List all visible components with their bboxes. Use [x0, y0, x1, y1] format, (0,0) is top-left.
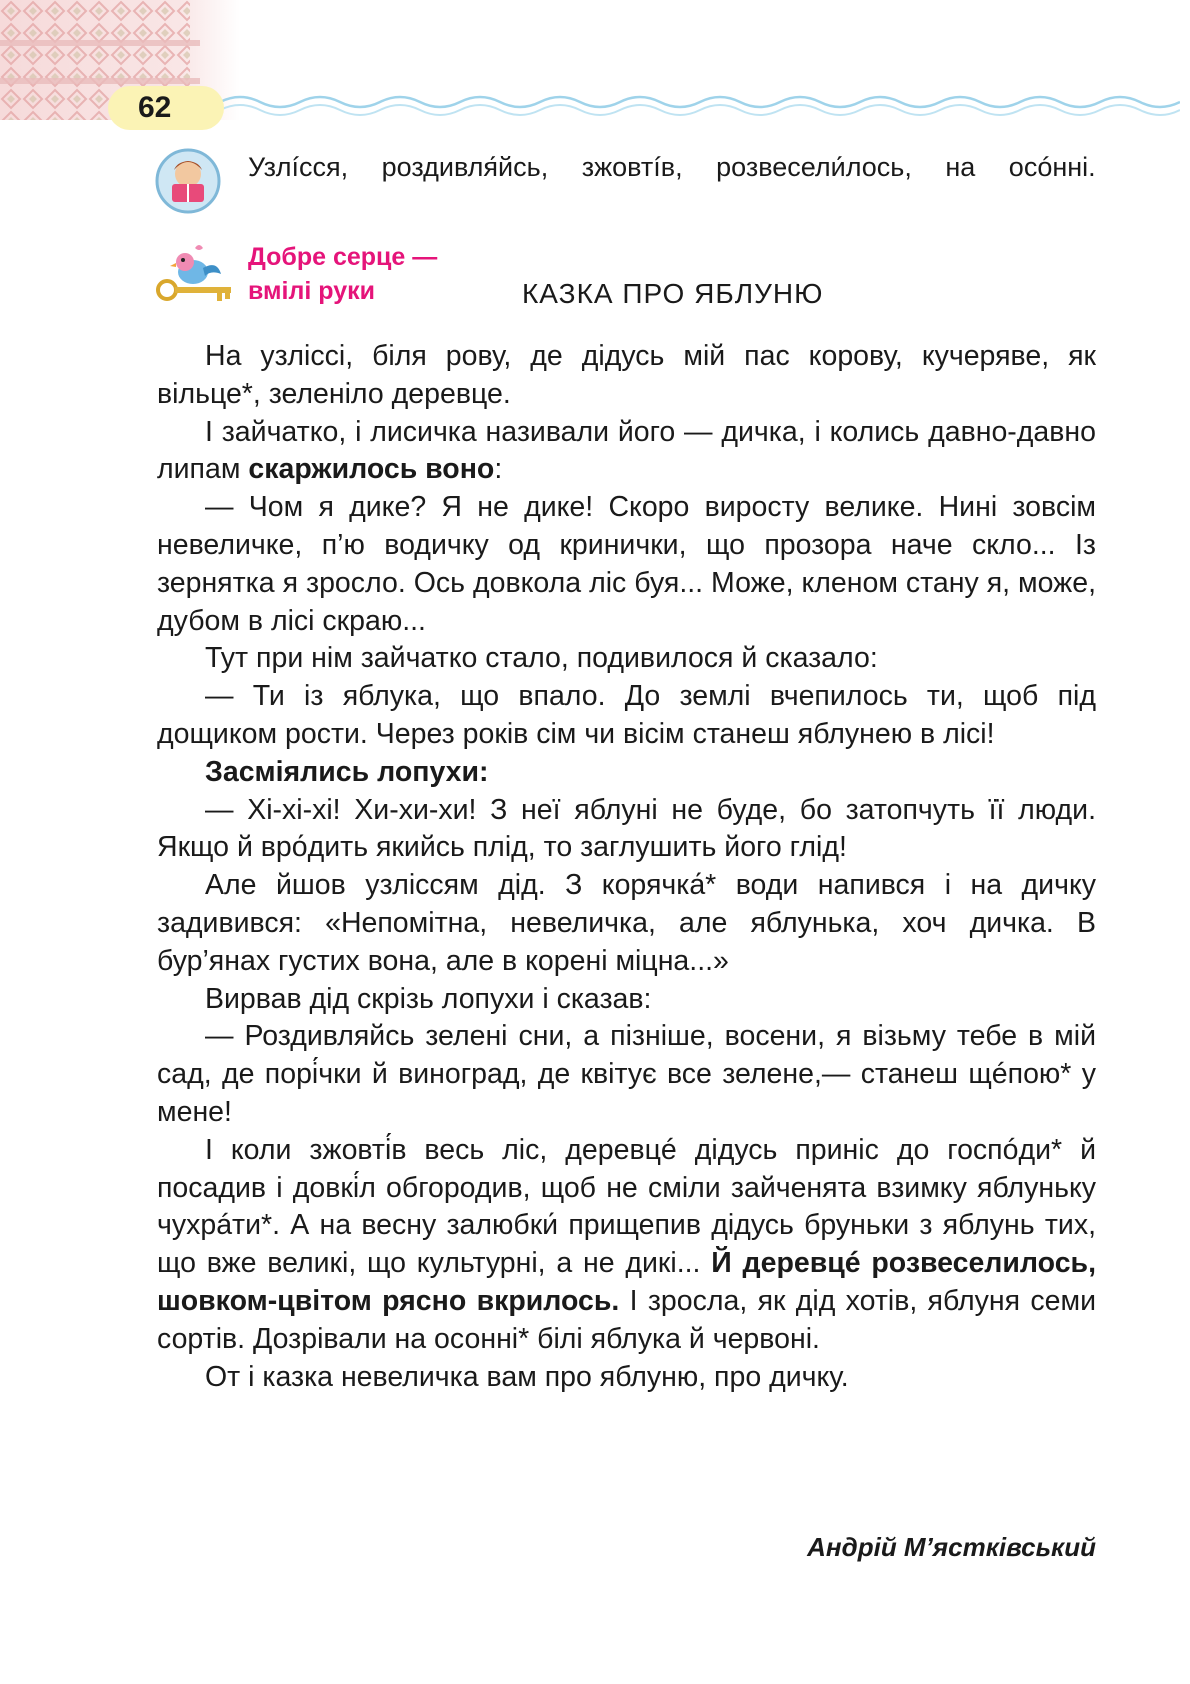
story-paragraph: [157, 1359, 1096, 1397]
text-run: Тут при нім зайчатко стало, подивилося й сказало:: [205, 642, 878, 675]
text-run: Вирвав дід скрізь лопухи і сказав:: [205, 982, 652, 1015]
rubric-heading: [248, 240, 437, 308]
bold-phrase: Й деревцé розвеселилось, шовком-цвітом рясно вкрилось.: [157, 1247, 1096, 1317]
vocabulary-words: Узлíсся, роздивля́йсь, зжовтíв, розвесели́лось, на осóнні.: [248, 152, 1096, 182]
story-paragraph: [157, 867, 1096, 980]
text-run: — Ти із яблука, що впало. До землі вчепилось ти, щоб під дощиком рости. Через років сім чи вісім станеш яблунею в лісі!: [157, 680, 1096, 750]
text-run: — Хі-хі-хі! Хи-хи-хи! З неї яблуні не буде, бо затопчуть її люди. Якщо й вро́дить якийсь плід, то заглушить його глід!: [157, 793, 1096, 864]
story-body: [157, 338, 1096, 1396]
story-paragraph: [157, 981, 1096, 1019]
story-paragraph: [157, 792, 1096, 868]
text-run: І зайчатко, і лисичка називали його — дичка, і колись давно-давно липам: [157, 415, 1096, 486]
rubric-line-2: вмілі руки: [248, 277, 375, 305]
story-paragraph: [157, 640, 1096, 678]
text-run: На узліссі, біля рову, де дідусь мій пас корову, кучеряве, як вільце*, зеленіло деревце.: [157, 340, 1096, 410]
story-paragraph: [157, 414, 1096, 490]
text-run: :: [494, 453, 503, 486]
text-run: І зросла, як дід хотів, яблуня семи сортів. Дозрівали на осонні* білі яблука й червоні.: [157, 1284, 1096, 1355]
text-run: — Чом я дике? Я не дике! Скоро виросту велике. Нині зовсім невеличке, п’ю водичку од кринички, що прозора наче скло... Із зернятка я зросло. Ось довкола ліс буя... Може, кленом стану я, може, дубом в лісі скраю...: [157, 491, 1096, 637]
rubric-line-1: Добре серце —: [248, 243, 438, 271]
text-run: — Роздивляйсь зелені сни, а пізніше, восени, я візьму тебе в мій сад, де порі́чки й виноград, де квітує все зелене,— станеш щéпою* у мене!: [157, 1020, 1096, 1128]
page-number: 62: [108, 86, 224, 130]
bold-phrase: Засміялись лопухи:: [205, 755, 489, 788]
story-paragraph: [157, 678, 1096, 754]
story-paragraph: [157, 338, 1096, 414]
text-run: Але йшов узліссям дід. З корячка́* води напився і на дичку задивився: «Непомітна, невеличка, але яблунька, хоч дичка. В бур’янах густих вона, але в корені міцна...»: [157, 869, 1096, 977]
decorative-waves: [220, 90, 1180, 120]
story-paragraph: [157, 754, 1096, 792]
text-run: І коли зжовті́в весь ліс, деревцé дідусь приніс до госпóди* й посадив і довкі́л обгородив, щоб не сміли зайченята взимку яблуньку чухрáти*. А на весну залюбки́ прищепив дідусь бруньки з яблунь тих, що вже великі, що культурні, а не дикі...: [157, 1133, 1096, 1280]
story-title: КАЗКА ПРО ЯБЛУНЮ: [522, 278, 824, 309]
text-run: От і казка невеличка вам про яблуню, про дичку.: [205, 1360, 849, 1393]
bold-phrase: скаржилось воно: [248, 453, 495, 486]
reading-child-icon: [155, 148, 221, 214]
bird-key-icon: [155, 240, 245, 305]
story-paragraph: [157, 1018, 1096, 1131]
story-paragraph: [157, 489, 1096, 640]
story-paragraph: [157, 1132, 1096, 1359]
author-name: Андрій М’ястківський: [807, 1532, 1096, 1562]
